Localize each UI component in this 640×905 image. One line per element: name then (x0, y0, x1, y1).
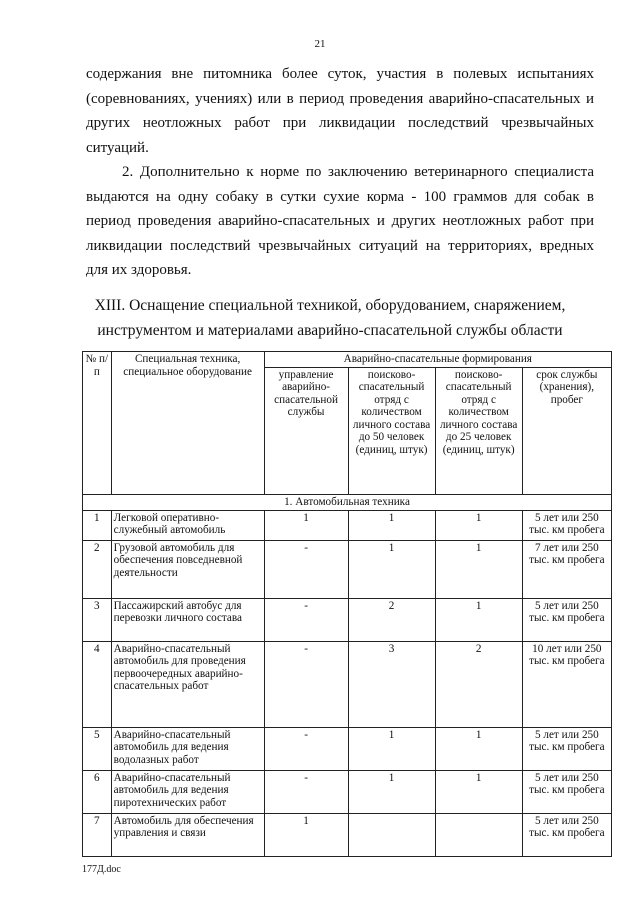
row-management-qty: - (264, 540, 348, 598)
row-equipment-name: Аварийно-спасательный автомобиль для ведения водолазных работ (111, 727, 264, 770)
table-row (83, 770, 612, 813)
row-management-qty: - (264, 598, 348, 641)
table-section-row (83, 495, 612, 511)
paragraph-1: содержания вне питомника более суток, участия в полевых испытаниях (соревнованиях, учениях) или в период проведения аварийно-спасательных и других неотложных работ при ликвидации последствий чрезвычайных ситуаций. (86, 66, 594, 156)
header-pso-25: поисково-спасательный отряд с количеством личного состава до 25 человек (единиц, штук) (435, 367, 522, 495)
row-equipment-name: Легковой оперативно-служебный автомобиль (111, 510, 264, 540)
row-equipment-name: Грузовой автомобиль для обеспечения повседневной деятельности (111, 540, 264, 598)
section-title (60, 294, 600, 343)
table-row (83, 510, 612, 540)
row-num: 6 (83, 770, 112, 813)
header-group: Аварийно-спасательные формирования (264, 352, 611, 368)
table-row (83, 813, 612, 856)
row-num: 7 (83, 813, 112, 856)
row-service-term: 10 лет или 250 тыс. км пробега (522, 641, 611, 727)
table-row (83, 641, 612, 727)
row-management-qty: - (264, 727, 348, 770)
row-pso-25-qty: 1 (435, 510, 522, 540)
table-row (83, 540, 612, 598)
row-service-term: 5 лет или 250 тыс. км пробега (522, 813, 611, 856)
equipment-table (82, 351, 612, 857)
row-management-qty: - (264, 770, 348, 813)
row-service-term: 5 лет или 250 тыс. км пробега (522, 727, 611, 770)
row-pso-25-qty (435, 813, 522, 856)
row-service-term: 5 лет или 250 тыс. км пробега (522, 510, 611, 540)
row-equipment-name: Аварийно-спасательный автомобиль для ведения пиротехнических работ (111, 770, 264, 813)
row-management-qty: 1 (264, 813, 348, 856)
row-equipment-name: Пассажирский автобус для перевозки личного состава (111, 598, 264, 641)
section-automotive: 1. Автомобильная техника (83, 495, 612, 511)
row-pso-50-qty: 1 (348, 510, 435, 540)
paragraph-additional-norm (86, 160, 594, 283)
table-row (83, 727, 612, 770)
row-pso-50-qty: 1 (348, 727, 435, 770)
row-pso-50-qty: 3 (348, 641, 435, 727)
row-pso-25-qty: 1 (435, 540, 522, 598)
row-pso-25-qty: 1 (435, 770, 522, 813)
section-title-line-1: XIII. Оснащение специальной техникой, оборудованием, снаряжением, (94, 297, 566, 314)
row-num: 1 (83, 510, 112, 540)
row-service-term: 5 лет или 250 тыс. км пробега (522, 598, 611, 641)
header-num: № п/п (83, 352, 112, 495)
header-pso-50: поисково-спасательный отряд с количеством личного состава до 50 человек (единиц, штук) (348, 367, 435, 495)
row-pso-25-qty: 1 (435, 727, 522, 770)
header-equipment: Специальная техника, специальное оборудование (111, 352, 264, 495)
row-num: 4 (83, 641, 112, 727)
header-management: управление аварийно-спасательной службы (264, 367, 348, 495)
row-pso-50-qty: 2 (348, 598, 435, 641)
row-service-term: 5 лет или 250 тыс. км пробега (522, 770, 611, 813)
row-equipment-name: Автомобиль для обеспечения управления и связи (111, 813, 264, 856)
header-service-term: срок службы (хранения), пробег (522, 367, 611, 495)
paragraph-2: 2. Дополнительно к норме по заключению ветеринарного специалиста выдаются на одну собаку в сутки сухие корма - 100 граммов для собак в период проведения аварийно-спасательных и других неотложных работ при ликвидации последствий чрезвычайных ситуаций на территориях, вредных для их здоровья. (86, 164, 594, 278)
row-pso-25-qty: 1 (435, 598, 522, 641)
page-number: 21 (314, 38, 326, 50)
section-title-line-2: инструментом и материалами аварийно-спасательной службы области (97, 321, 563, 339)
row-pso-50-qty (348, 813, 435, 856)
table-header-row (83, 352, 612, 368)
table-row (83, 598, 612, 641)
footer-filename: 177Д.doc (82, 864, 121, 875)
row-num: 2 (83, 540, 112, 598)
row-pso-50-qty: 1 (348, 770, 435, 813)
row-equipment-name: Аварийно-спасательный автомобиль для проведения первоочередных аварийно-спасательных работ (111, 641, 264, 727)
row-management-qty: 1 (264, 510, 348, 540)
row-management-qty: - (264, 641, 348, 727)
row-num: 5 (83, 727, 112, 770)
paragraph-continuation (86, 62, 594, 160)
row-num: 3 (83, 598, 112, 641)
row-pso-50-qty: 1 (348, 540, 435, 598)
row-service-term: 7 лет или 250 тыс. км пробега (522, 540, 611, 598)
row-pso-25-qty: 2 (435, 641, 522, 727)
